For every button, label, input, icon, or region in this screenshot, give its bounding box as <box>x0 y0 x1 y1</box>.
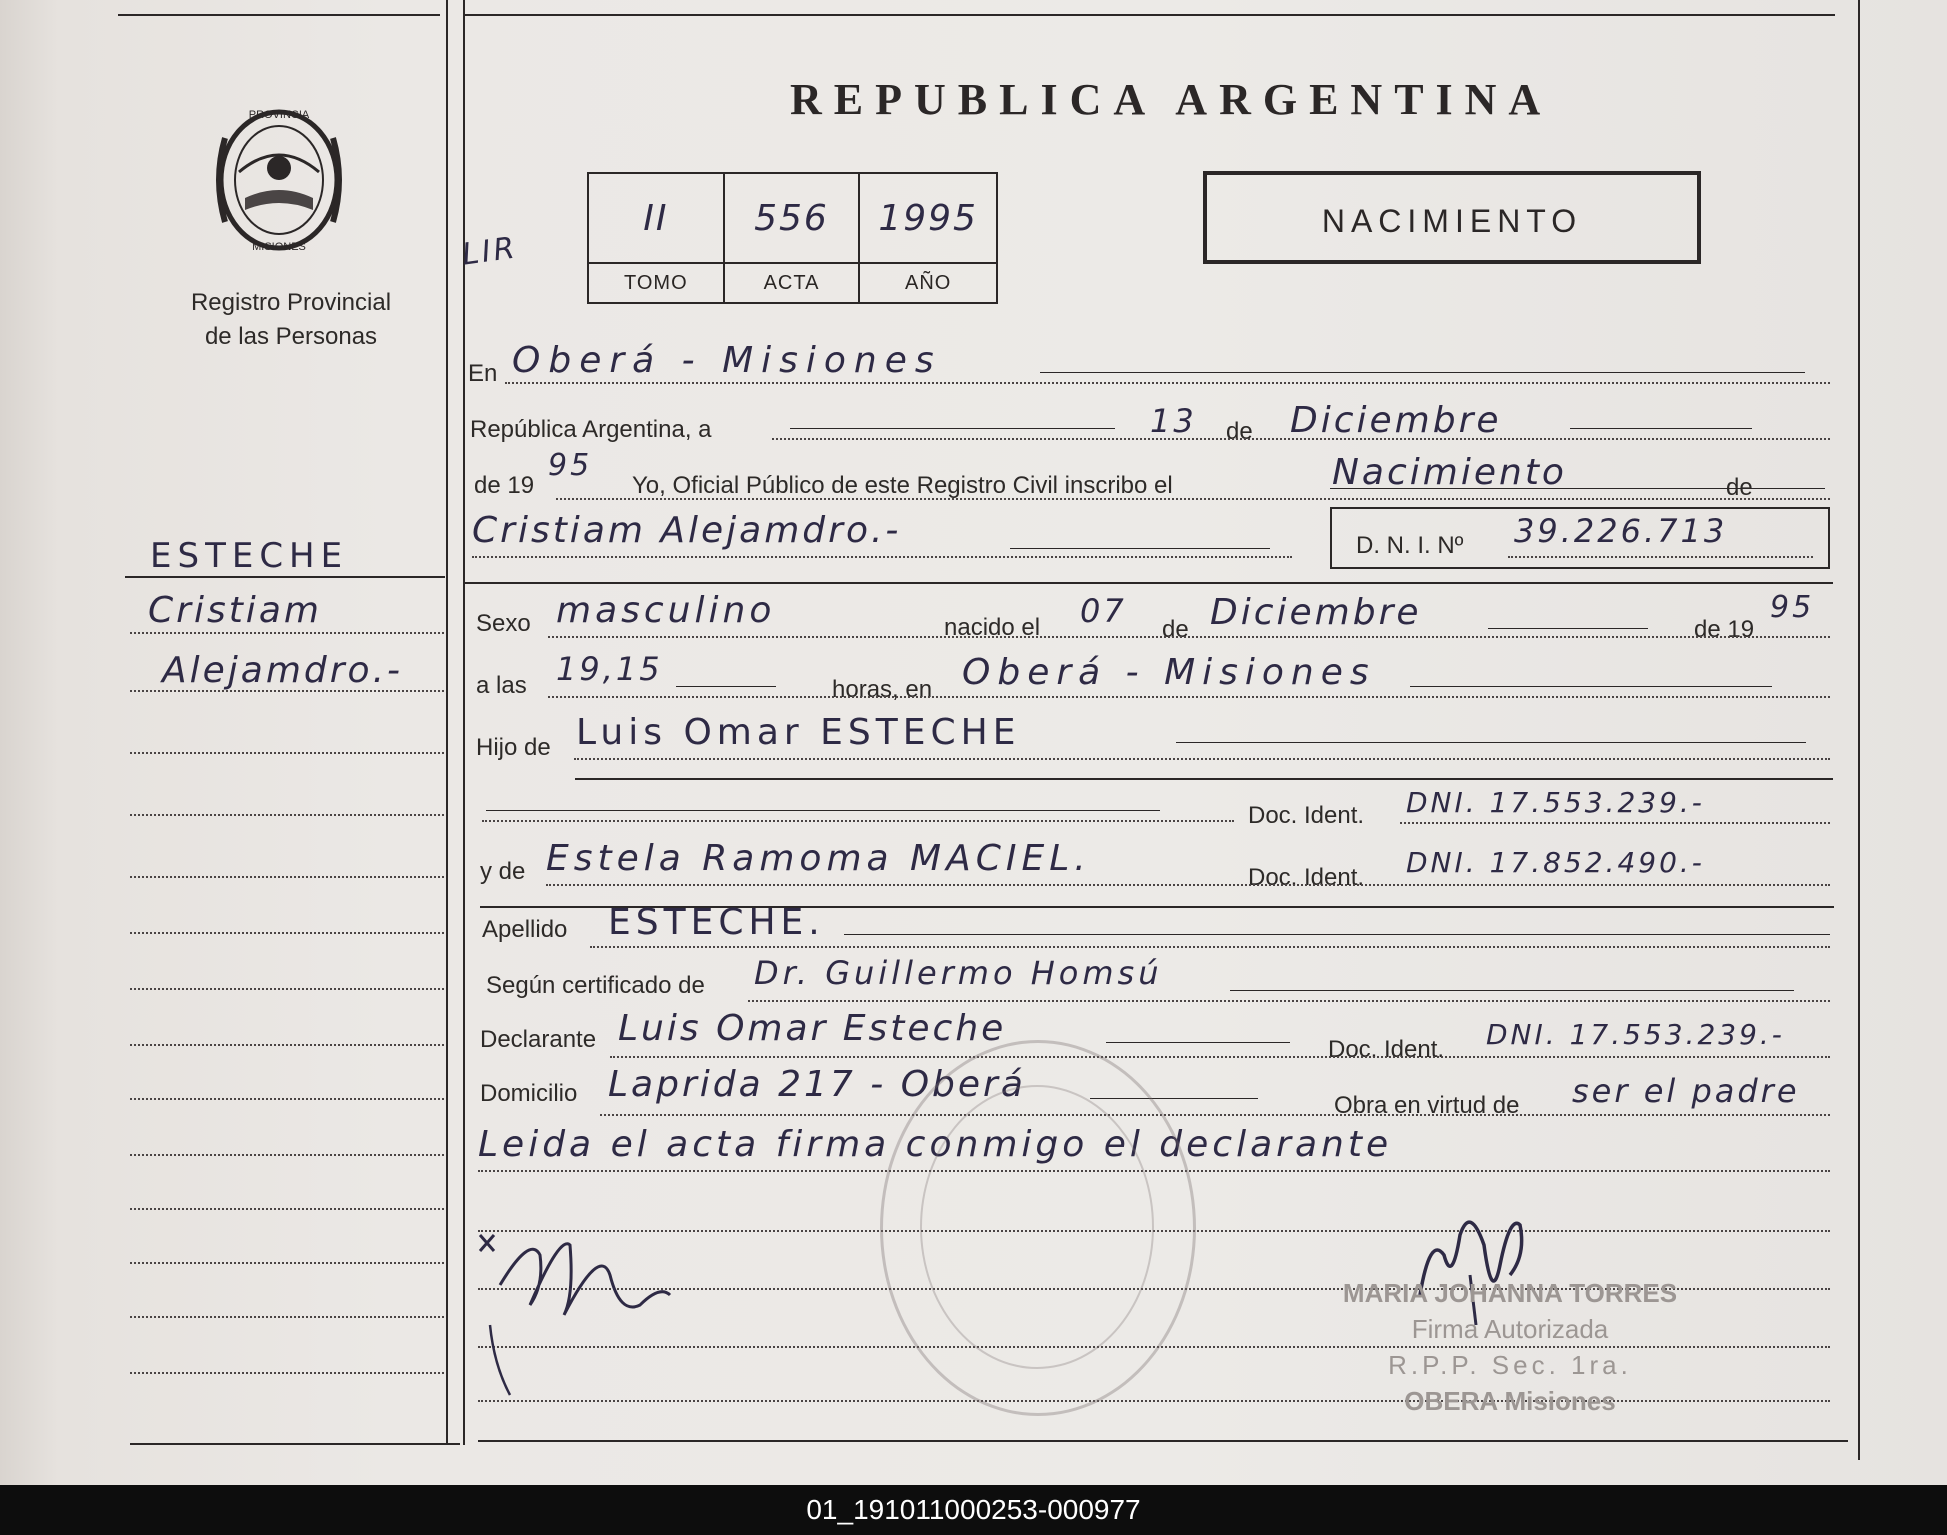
father-doc-dotted-line <box>482 820 1234 822</box>
de-label-3: de <box>1162 616 1189 643</box>
province-seal-icon <box>205 98 353 264</box>
side-dotted-line <box>130 932 444 934</box>
mother-doc-label: Doc. Ident. <box>1248 864 1365 891</box>
top-rule-right <box>465 14 1835 16</box>
birth-place-rule <box>1410 686 1772 687</box>
birth-day: 07 <box>1080 592 1127 630</box>
sexo-dotted-line <box>548 636 1830 638</box>
declarante-label: Declarante <box>480 1026 597 1053</box>
domicilio-label: Domicilio <box>480 1080 578 1107</box>
side-surname: ESTECHE <box>150 536 349 576</box>
officer-dotted-line <box>556 498 1830 500</box>
domicilio-value: Laprida 217 - Oberá <box>608 1064 1026 1105</box>
month-rule <box>1570 428 1752 429</box>
declarante-dotted-line <box>610 1056 1830 1058</box>
side-dotted-line <box>130 1154 444 1156</box>
republica-rule <box>790 428 1115 429</box>
month-value: Diciembre <box>1290 400 1502 441</box>
en-rule <box>1040 372 1805 373</box>
registry-line-1: Registro Provincial <box>190 289 392 316</box>
official-stamp <box>1320 1275 1700 1419</box>
birth-place: Oberá - Misiones <box>962 652 1376 693</box>
lir-note: LIR <box>459 230 520 273</box>
bottom-rule <box>478 1440 1848 1442</box>
declarante-value: Luis Omar Esteche <box>618 1008 1007 1049</box>
seal-bottom-text: MISIONES <box>252 241 306 253</box>
declarant-signature-icon <box>470 1215 710 1405</box>
side-dotted-line <box>130 1262 444 1264</box>
official-line-4: OBERA Misiones <box>1404 1386 1616 1416</box>
side-dotted-line <box>130 1208 444 1210</box>
acta-header: ACTA <box>725 264 861 302</box>
birth-month: Diciembre <box>1210 592 1422 633</box>
nacido-label: nacido el <box>944 614 1041 641</box>
y-de-label: y de <box>480 858 526 885</box>
horas-label: horas, en <box>832 676 933 703</box>
side-dotted-line <box>130 1372 444 1374</box>
segun-label: Según certificado de <box>486 972 705 999</box>
certificate-value: Dr. Guillermo Homsú <box>754 954 1163 992</box>
officer-text: Yo, Oficial Público de este Registro Civil inscribo el <box>632 472 1173 499</box>
side-dotted-line <box>130 988 444 990</box>
top-rule-left <box>118 14 440 16</box>
mother-dotted-line <box>546 884 1830 886</box>
year-value: 95 <box>548 448 593 483</box>
acta-value: 556 <box>725 174 861 264</box>
dni-value: 39.226.713 <box>1514 512 1728 550</box>
apellido-value: ESTECHE. <box>608 902 825 943</box>
dni-label: D. N. I. Nº <box>1356 532 1464 559</box>
declarante-rule <box>1106 1042 1290 1043</box>
ano-value: 1995 <box>860 174 996 264</box>
sexo-label: Sexo <box>476 610 531 637</box>
side-surname-rule <box>125 576 445 578</box>
side-dotted-line <box>130 876 444 878</box>
certificate-rule <box>1230 990 1794 991</box>
sexo-value: masculino <box>556 590 776 631</box>
hijo-label: Hijo de <box>476 734 551 761</box>
obra-value: ser el padre <box>1572 1072 1800 1110</box>
declarante-doc: DNI. 17.553.239.- <box>1486 1018 1785 1051</box>
de-label-2: de <box>1726 474 1753 501</box>
form-right-border <box>1858 0 1860 1460</box>
a-las-dotted-line <box>548 696 1830 698</box>
tomo-header: TOMO <box>589 264 725 302</box>
day-value: 13 <box>1150 402 1197 440</box>
country-title: REPUBLICA ARGENTINA <box>790 75 1553 124</box>
side-dotted-line <box>130 632 444 634</box>
domicilio-dotted-line <box>600 1114 1830 1116</box>
act-type-value: Nacimiento <box>1332 452 1567 493</box>
official-line-3: R.P.P. Sec. 1ra. <box>1388 1350 1632 1380</box>
apellido-dotted-line <box>590 946 1830 948</box>
side-given-name-2: Alejamdro.- <box>162 650 404 691</box>
official-name: MARIA JOHANNA TORRES <box>1342 1278 1678 1308</box>
a-las-label: a las <box>476 672 527 699</box>
father-doc-rule <box>486 810 1160 811</box>
apellido-label: Apellido <box>482 916 568 943</box>
en-label: En <box>468 360 498 387</box>
birth-year-prefix: de 19 <box>1694 616 1755 643</box>
en-value: Oberá - Misiones <box>512 340 942 381</box>
declarante-doc-label: Doc. Ident. <box>1328 1036 1445 1063</box>
side-given-name-1: Cristiam <box>148 590 322 631</box>
volume-record-table <box>587 172 998 304</box>
side-dotted-line <box>130 1316 444 1318</box>
mother-doc: DNI. 17.852.490.- <box>1406 846 1705 879</box>
child-name: Cristiam Alejamdro.- <box>472 510 902 551</box>
side-dotted-line <box>130 690 444 692</box>
birth-year: 95 <box>1770 590 1815 625</box>
republica-dotted-line <box>772 438 1830 440</box>
en-dotted-line <box>505 382 1830 384</box>
seal-top-text: PROVINCIA <box>248 109 310 121</box>
de-label: de <box>1226 418 1253 445</box>
registry-name <box>168 286 414 354</box>
side-dotted-line <box>130 814 444 816</box>
hijo-rule-2 <box>575 778 1833 780</box>
hour-value: 19,15 <box>556 650 663 688</box>
record-type-box: NACIMIENTO <box>1203 171 1701 264</box>
side-dotted-line <box>130 1044 444 1046</box>
father-rule <box>1176 742 1806 743</box>
registry-stamp-inner <box>920 1085 1154 1369</box>
side-bottom-rule <box>130 1443 460 1445</box>
dni-dotted-line <box>1508 556 1813 558</box>
form-left-border <box>463 0 465 1445</box>
obra-label: Obra en virtud de <box>1334 1092 1520 1119</box>
father-doc: DNI. 17.553.239.- <box>1406 786 1705 819</box>
hour-rule <box>676 686 776 687</box>
side-dotted-line <box>130 1098 444 1100</box>
footer-caption: 01_191011000253-000977 <box>0 1485 1947 1535</box>
segun-dotted-line <box>748 1000 1830 1002</box>
mother-name: Estela Ramoma MACIEL. <box>546 838 1091 879</box>
republica-label: República Argentina, a <box>470 416 712 443</box>
side-dotted-line <box>130 752 444 754</box>
birth-month-rule <box>1488 628 1648 629</box>
apellido-rule <box>844 934 1830 935</box>
tomo-value: II <box>589 174 725 264</box>
child-name-rule <box>1010 548 1270 549</box>
registry-line-2: de las Personas <box>204 323 378 350</box>
act-type-rule <box>1330 488 1825 489</box>
official-line-2: Firma Autorizada <box>1411 1314 1609 1344</box>
father-doc-dotted-line-2 <box>1400 822 1830 824</box>
section-rule <box>465 582 1833 584</box>
child-name-dotted-line <box>472 556 1292 558</box>
year-prefix-label: de 19 <box>474 472 535 499</box>
father-name: Luis Omar ESTECHE <box>576 712 1021 753</box>
father-doc-label: Doc. Ident. <box>1248 802 1365 829</box>
reading-note: Leida el acta firma conmigo el declarante <box>478 1124 1393 1165</box>
hijo-dotted-line <box>574 758 1830 760</box>
ano-header: AÑO <box>904 271 952 294</box>
left-column-divider <box>446 0 448 1445</box>
